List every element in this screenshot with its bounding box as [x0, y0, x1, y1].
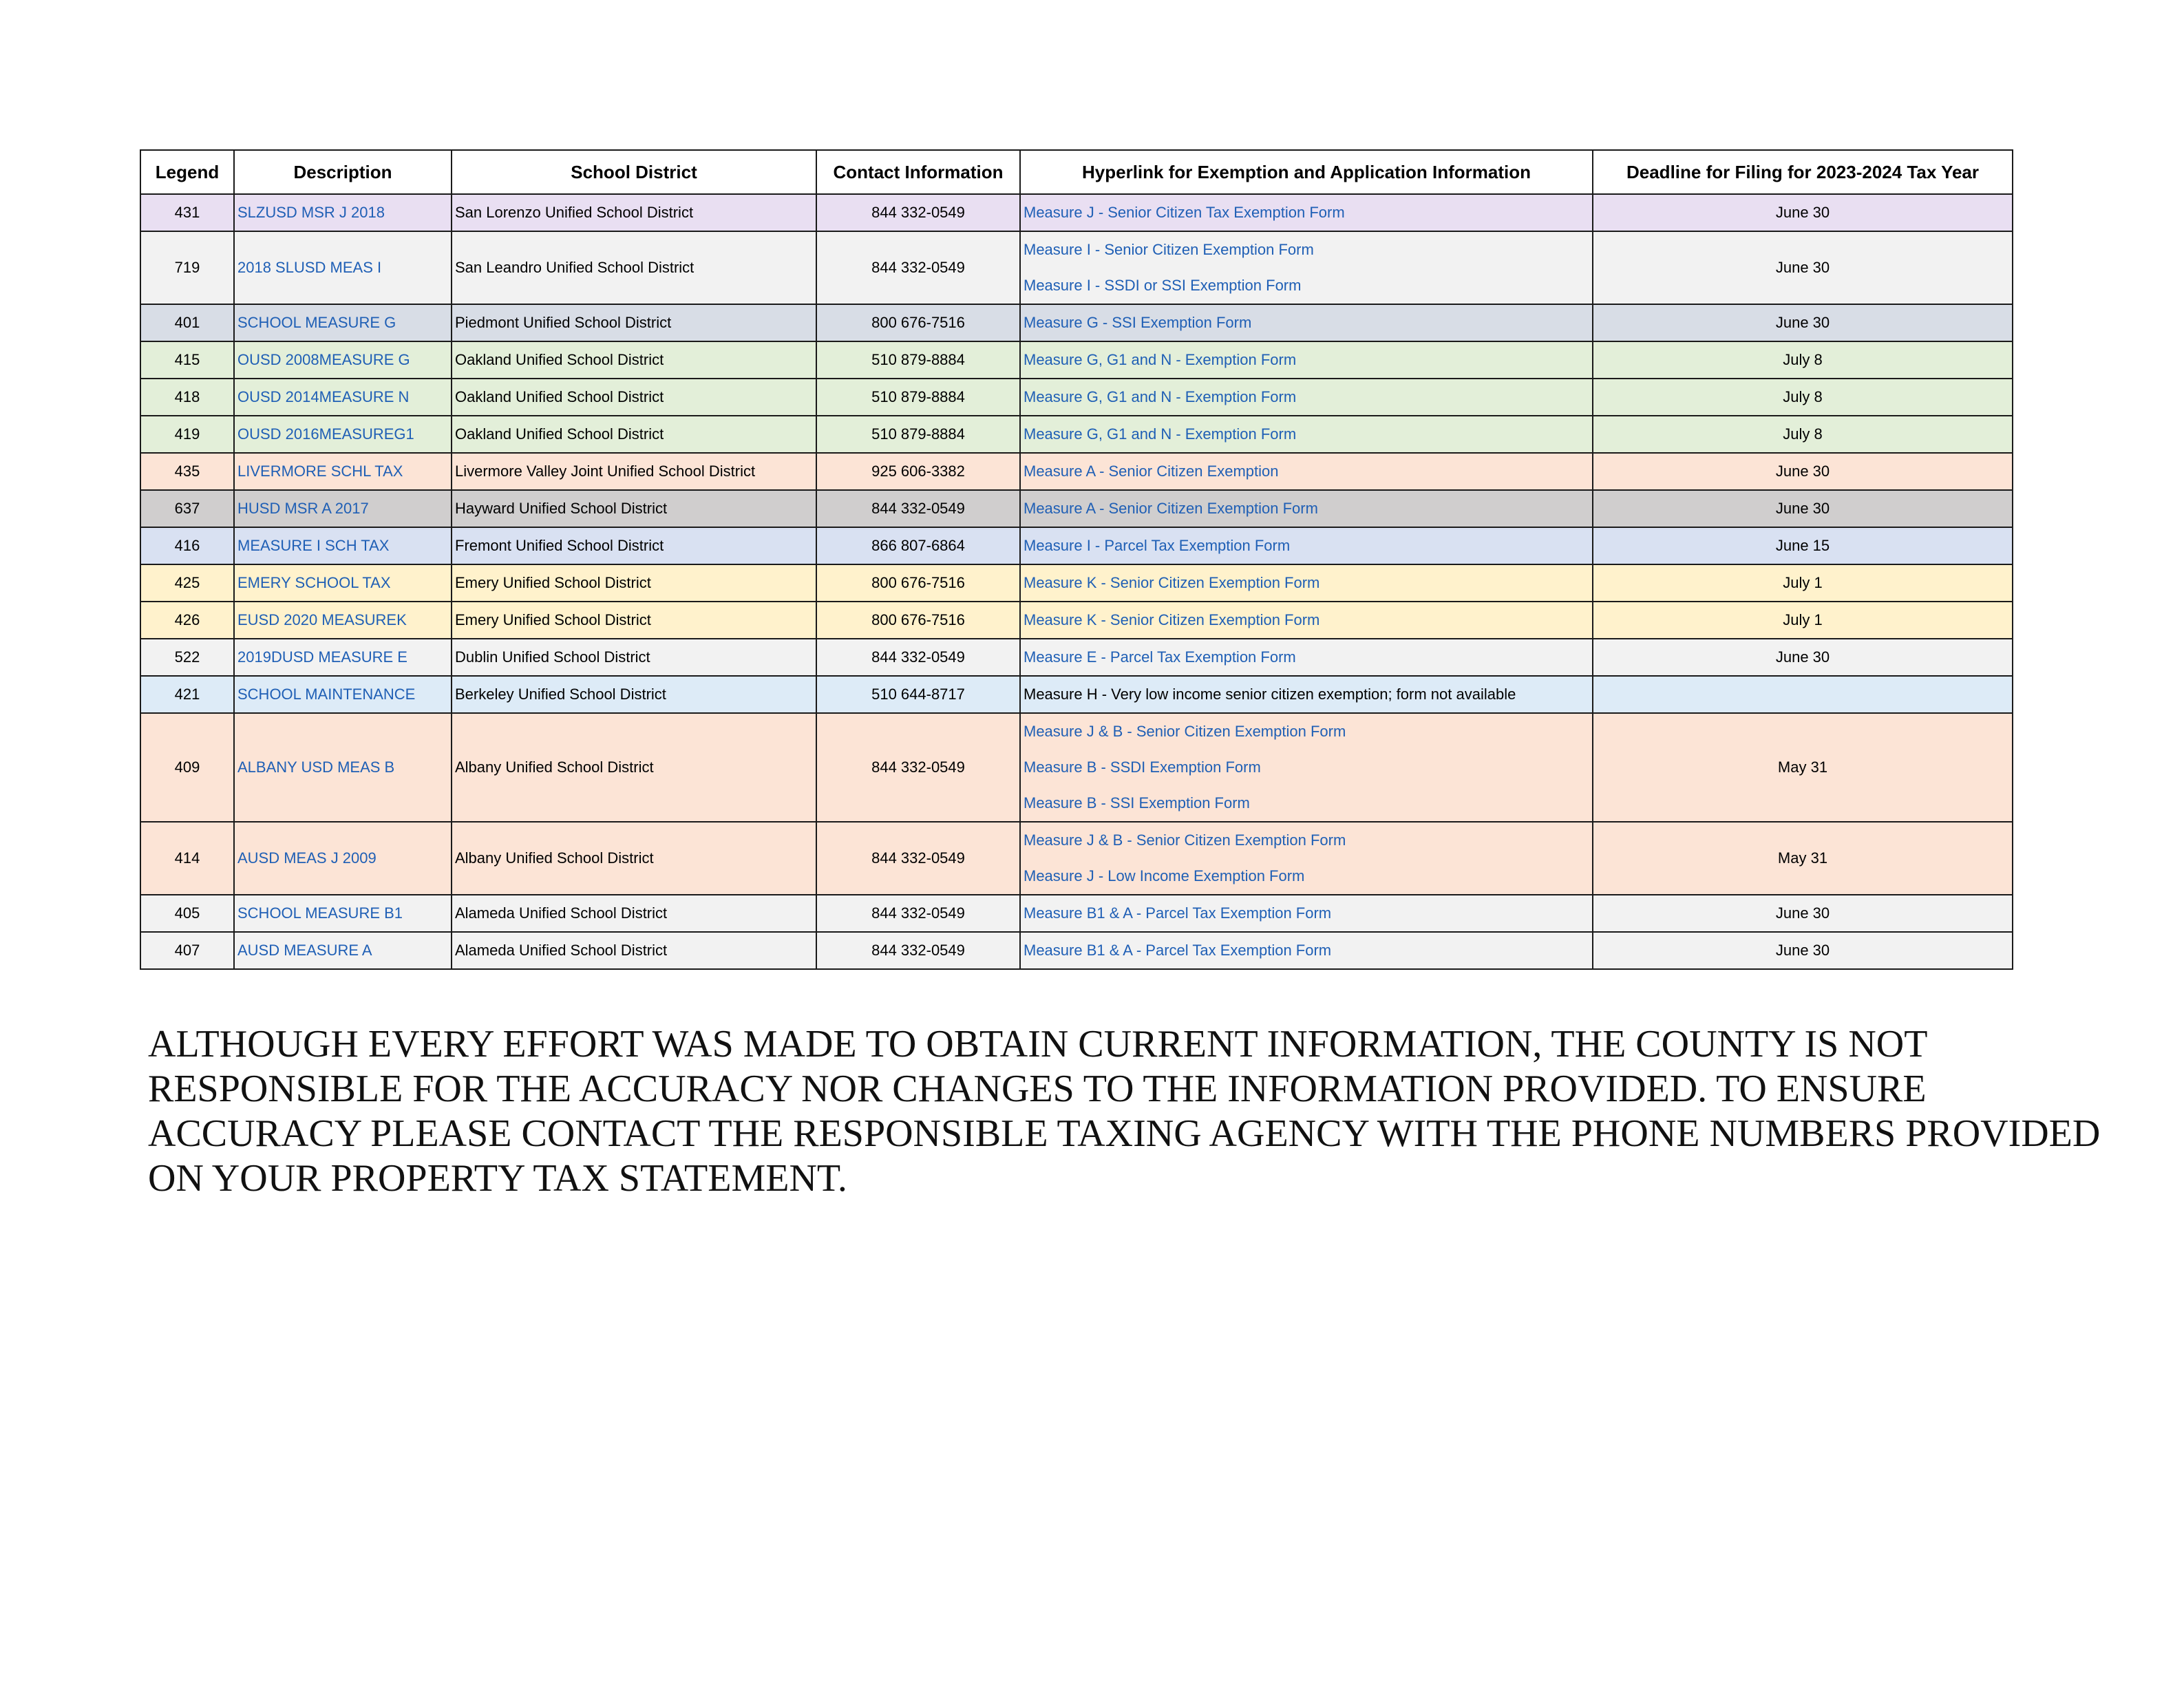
hyperlink-header: Hyperlink for Exemption and Application Information — [1020, 150, 1593, 194]
exemption-form-link[interactable]: Measure G, G1 and N - Exemption Form — [1024, 388, 1297, 405]
legend-cell: 419 — [140, 416, 234, 453]
contact-cell: 800 676-7516 — [816, 564, 1020, 602]
exemption-form-link[interactable]: Measure K - Senior Citizen Exemption Form — [1024, 574, 1320, 591]
hyperlink-cell — [1020, 453, 1593, 490]
exemption-form-link[interactable]: Measure B1 & A - Parcel Tax Exemption Form — [1024, 904, 1332, 922]
description-link[interactable]: AUSD MEAS J 2009 — [234, 822, 452, 895]
table-row — [140, 416, 2013, 453]
legend-cell: 401 — [140, 304, 234, 341]
deadline-cell: July 8 — [1593, 341, 2013, 379]
contact-cell: 844 332-0549 — [816, 895, 1020, 932]
description-link[interactable]: SLZUSD MSR J 2018 — [234, 194, 452, 231]
deadline-cell: June 30 — [1593, 231, 2013, 304]
table-row — [140, 527, 2013, 564]
legend-cell: 431 — [140, 194, 234, 231]
hyperlink-cell — [1020, 490, 1593, 527]
legend-cell: 415 — [140, 341, 234, 379]
contact-cell: 510 879-8884 — [816, 379, 1020, 416]
table-row — [140, 713, 2013, 822]
contact-cell: 800 676-7516 — [816, 602, 1020, 639]
legend-cell: 407 — [140, 932, 234, 969]
legend-cell: 414 — [140, 822, 234, 895]
table-body — [140, 194, 2013, 969]
exemption-form-link[interactable]: Measure G, G1 and N - Exemption Form — [1024, 351, 1297, 368]
contact-header: Contact Information — [816, 150, 1020, 194]
exemption-form-link[interactable]: Measure I - Parcel Tax Exemption Form — [1024, 537, 1291, 554]
contact-cell: 866 807-6864 — [816, 527, 1020, 564]
table-row — [140, 304, 2013, 341]
table-row — [140, 341, 2013, 379]
description-link[interactable]: OUSD 2008MEASURE G — [234, 341, 452, 379]
table-row — [140, 379, 2013, 416]
exemption-form-link[interactable]: Measure E - Parcel Tax Exemption Form — [1024, 648, 1296, 666]
exemption-form-link[interactable]: Measure G - SSI Exemption Form — [1024, 314, 1252, 331]
table-row — [140, 453, 2013, 490]
legend-cell: 637 — [140, 490, 234, 527]
table-row — [140, 676, 2013, 713]
legend-cell: 405 — [140, 895, 234, 932]
hyperlink-cell — [1020, 676, 1593, 713]
district-cell: Livermore Valley Joint Unified School District — [452, 453, 816, 490]
description-link[interactable]: HUSD MSR A 2017 — [234, 490, 452, 527]
hyperlink-cell — [1020, 564, 1593, 602]
legend-cell: 416 — [140, 527, 234, 564]
hyperlink-cell — [1020, 932, 1593, 969]
description-link[interactable]: 2019DUSD MEASURE E — [234, 639, 452, 676]
exemption-form-link[interactable]: Measure B1 & A - Parcel Tax Exemption Form — [1024, 942, 1332, 959]
hyperlink-cell — [1020, 379, 1593, 416]
district-cell: Oakland Unified School District — [452, 341, 816, 379]
legend-header: Legend — [140, 150, 234, 194]
district-header: School District — [452, 150, 816, 194]
description-link[interactable]: EUSD 2020 MEASUREK — [234, 602, 452, 639]
deadline-cell: June 30 — [1593, 194, 2013, 231]
exemption-form-link[interactable]: Measure B - SSDI Exemption Form — [1024, 758, 1261, 776]
contact-cell: 800 676-7516 — [816, 304, 1020, 341]
contact-cell: 925 606-3382 — [816, 453, 1020, 490]
contact-cell: 510 879-8884 — [816, 416, 1020, 453]
deadline-cell: June 15 — [1593, 527, 2013, 564]
hyperlink-cell — [1020, 713, 1593, 822]
deadline-cell: June 30 — [1593, 895, 2013, 932]
exemption-form-link[interactable]: Measure J - Senior Citizen Tax Exemption Form — [1024, 204, 1345, 221]
district-cell: Hayward Unified School District — [452, 490, 816, 527]
disclaimer-text: ALTHOUGH EVERY EFFORT WAS MADE TO OBTAIN CURRENT INFORMATION, THE COUNTY IS NOT RESPONSIBLE FOR THE ACCURACY NOR CHANGES TO THE INFORMATION PROVIDED. TO ENSURE ACCURACY PLEASE CONTACT THE RESPONSIBLE TAXING AGENCY WITH THE PHONE NUMBERS PROVIDED ON YOUR PROPERTY TAX STATEMENT. — [148, 1023, 2101, 1200]
district-cell: Oakland Unified School District — [452, 379, 816, 416]
hyperlink-cell — [1020, 341, 1593, 379]
deadline-cell: July 1 — [1593, 564, 2013, 602]
hyperlink-cell — [1020, 194, 1593, 231]
description-link[interactable]: MEASURE I SCH TAX — [234, 527, 452, 564]
table-row — [140, 564, 2013, 602]
legend-cell: 426 — [140, 602, 234, 639]
contact-cell: 844 332-0549 — [816, 231, 1020, 304]
contact-cell: 844 332-0549 — [816, 822, 1020, 895]
deadline-cell: July 1 — [1593, 602, 2013, 639]
district-cell: Dublin Unified School District — [452, 639, 816, 676]
legend-cell: 719 — [140, 231, 234, 304]
exemption-note: Measure H - Very low income senior citizen exemption; form not available — [1024, 686, 1516, 703]
district-cell: Piedmont Unified School District — [452, 304, 816, 341]
deadline-cell — [1593, 676, 2013, 713]
exemption-form-link[interactable]: Measure K - Senior Citizen Exemption Form — [1024, 611, 1320, 628]
description-link[interactable]: SCHOOL MEASURE B1 — [234, 895, 452, 932]
district-cell: Oakland Unified School District — [452, 416, 816, 453]
legend-cell: 421 — [140, 676, 234, 713]
exemption-form-link[interactable]: Measure J & B - Senior Citizen Exemption Form — [1024, 723, 1346, 740]
description-link[interactable]: EMERY SCHOOL TAX — [234, 564, 452, 602]
district-cell: San Lorenzo Unified School District — [452, 194, 816, 231]
deadline-cell: June 30 — [1593, 304, 2013, 341]
contact-cell: 844 332-0549 — [816, 932, 1020, 969]
deadline-cell: June 30 — [1593, 453, 2013, 490]
deadline-cell: June 30 — [1593, 490, 2013, 527]
contact-cell: 844 332-0549 — [816, 639, 1020, 676]
legend-cell: 425 — [140, 564, 234, 602]
legend-cell: 435 — [140, 453, 234, 490]
hyperlink-cell — [1020, 822, 1593, 895]
table-row — [140, 231, 2013, 304]
deadline-cell: May 31 — [1593, 713, 2013, 822]
contact-cell: 510 879-8884 — [816, 341, 1020, 379]
exemption-form-link[interactable]: Measure G, G1 and N - Exemption Form — [1024, 425, 1297, 443]
exemption-form-link[interactable]: Measure A - Senior Citizen Exemption — [1024, 463, 1279, 480]
exemption-form-link[interactable]: Measure J & B - Senior Citizen Exemption Form — [1024, 831, 1346, 849]
deadline-cell: June 30 — [1593, 639, 2013, 676]
description-link[interactable]: ALBANY USD MEAS B — [234, 713, 452, 822]
hyperlink-cell — [1020, 639, 1593, 676]
description-link[interactable]: SCHOOL MEASURE G — [234, 304, 452, 341]
district-cell: Fremont Unified School District — [452, 527, 816, 564]
deadline-cell: June 30 — [1593, 932, 2013, 969]
table-row — [140, 932, 2013, 969]
hyperlink-cell — [1020, 527, 1593, 564]
description-header: Description — [234, 150, 452, 194]
district-cell: Emery Unified School District — [452, 602, 816, 639]
deadline-cell: May 31 — [1593, 822, 2013, 895]
description-link[interactable]: AUSD MEASURE A — [234, 932, 452, 969]
deadline-header: Deadline for Filing for 2023-2024 Tax Year — [1593, 150, 2013, 194]
description-link[interactable]: OUSD 2014MEASURE N — [234, 379, 452, 416]
exemption-form-link[interactable]: Measure B - SSI Exemption Form — [1024, 794, 1250, 811]
district-cell: Alameda Unified School District — [452, 932, 816, 969]
district-cell: Albany Unified School District — [452, 822, 816, 895]
exemption-form-link[interactable]: Measure I - Senior Citizen Exemption Form — [1024, 241, 1314, 258]
exemption-form-link[interactable]: Measure J - Low Income Exemption Form — [1024, 867, 1305, 884]
table-row — [140, 895, 2013, 932]
district-cell: San Leandro Unified School District — [452, 231, 816, 304]
description-link[interactable]: 2018 SLUSD MEAS I — [234, 231, 452, 304]
contact-cell: 510 644-8717 — [816, 676, 1020, 713]
table-row — [140, 490, 2013, 527]
legend-cell: 409 — [140, 713, 234, 822]
district-cell: Alameda Unified School District — [452, 895, 816, 932]
description-link[interactable]: SCHOOL MAINTENANCE — [234, 676, 452, 713]
district-cell: Berkeley Unified School District — [452, 676, 816, 713]
table-row — [140, 639, 2013, 676]
hyperlink-cell — [1020, 416, 1593, 453]
district-cell: Albany Unified School District — [452, 713, 816, 822]
exemption-form-link[interactable]: Measure I - SSDI or SSI Exemption Form — [1024, 277, 1302, 294]
contact-cell: 844 332-0549 — [816, 194, 1020, 231]
legend-cell: 522 — [140, 639, 234, 676]
exemption-form-link[interactable]: Measure A - Senior Citizen Exemption Form — [1024, 500, 1318, 517]
table-row — [140, 194, 2013, 231]
exemption-table — [140, 149, 2013, 970]
deadline-cell: July 8 — [1593, 379, 2013, 416]
contact-cell: 844 332-0549 — [816, 713, 1020, 822]
table-row — [140, 822, 2013, 895]
header-row — [140, 150, 2013, 194]
table-row — [140, 602, 2013, 639]
hyperlink-cell — [1020, 231, 1593, 304]
description-link[interactable]: LIVERMORE SCHL TAX — [234, 453, 452, 490]
hyperlink-cell — [1020, 602, 1593, 639]
hyperlink-cell — [1020, 304, 1593, 341]
contact-cell: 844 332-0549 — [816, 490, 1020, 527]
deadline-cell: July 8 — [1593, 416, 2013, 453]
district-cell: Emery Unified School District — [452, 564, 816, 602]
hyperlink-cell — [1020, 895, 1593, 932]
description-link[interactable]: OUSD 2016MEASUREG1 — [234, 416, 452, 453]
legend-cell: 418 — [140, 379, 234, 416]
